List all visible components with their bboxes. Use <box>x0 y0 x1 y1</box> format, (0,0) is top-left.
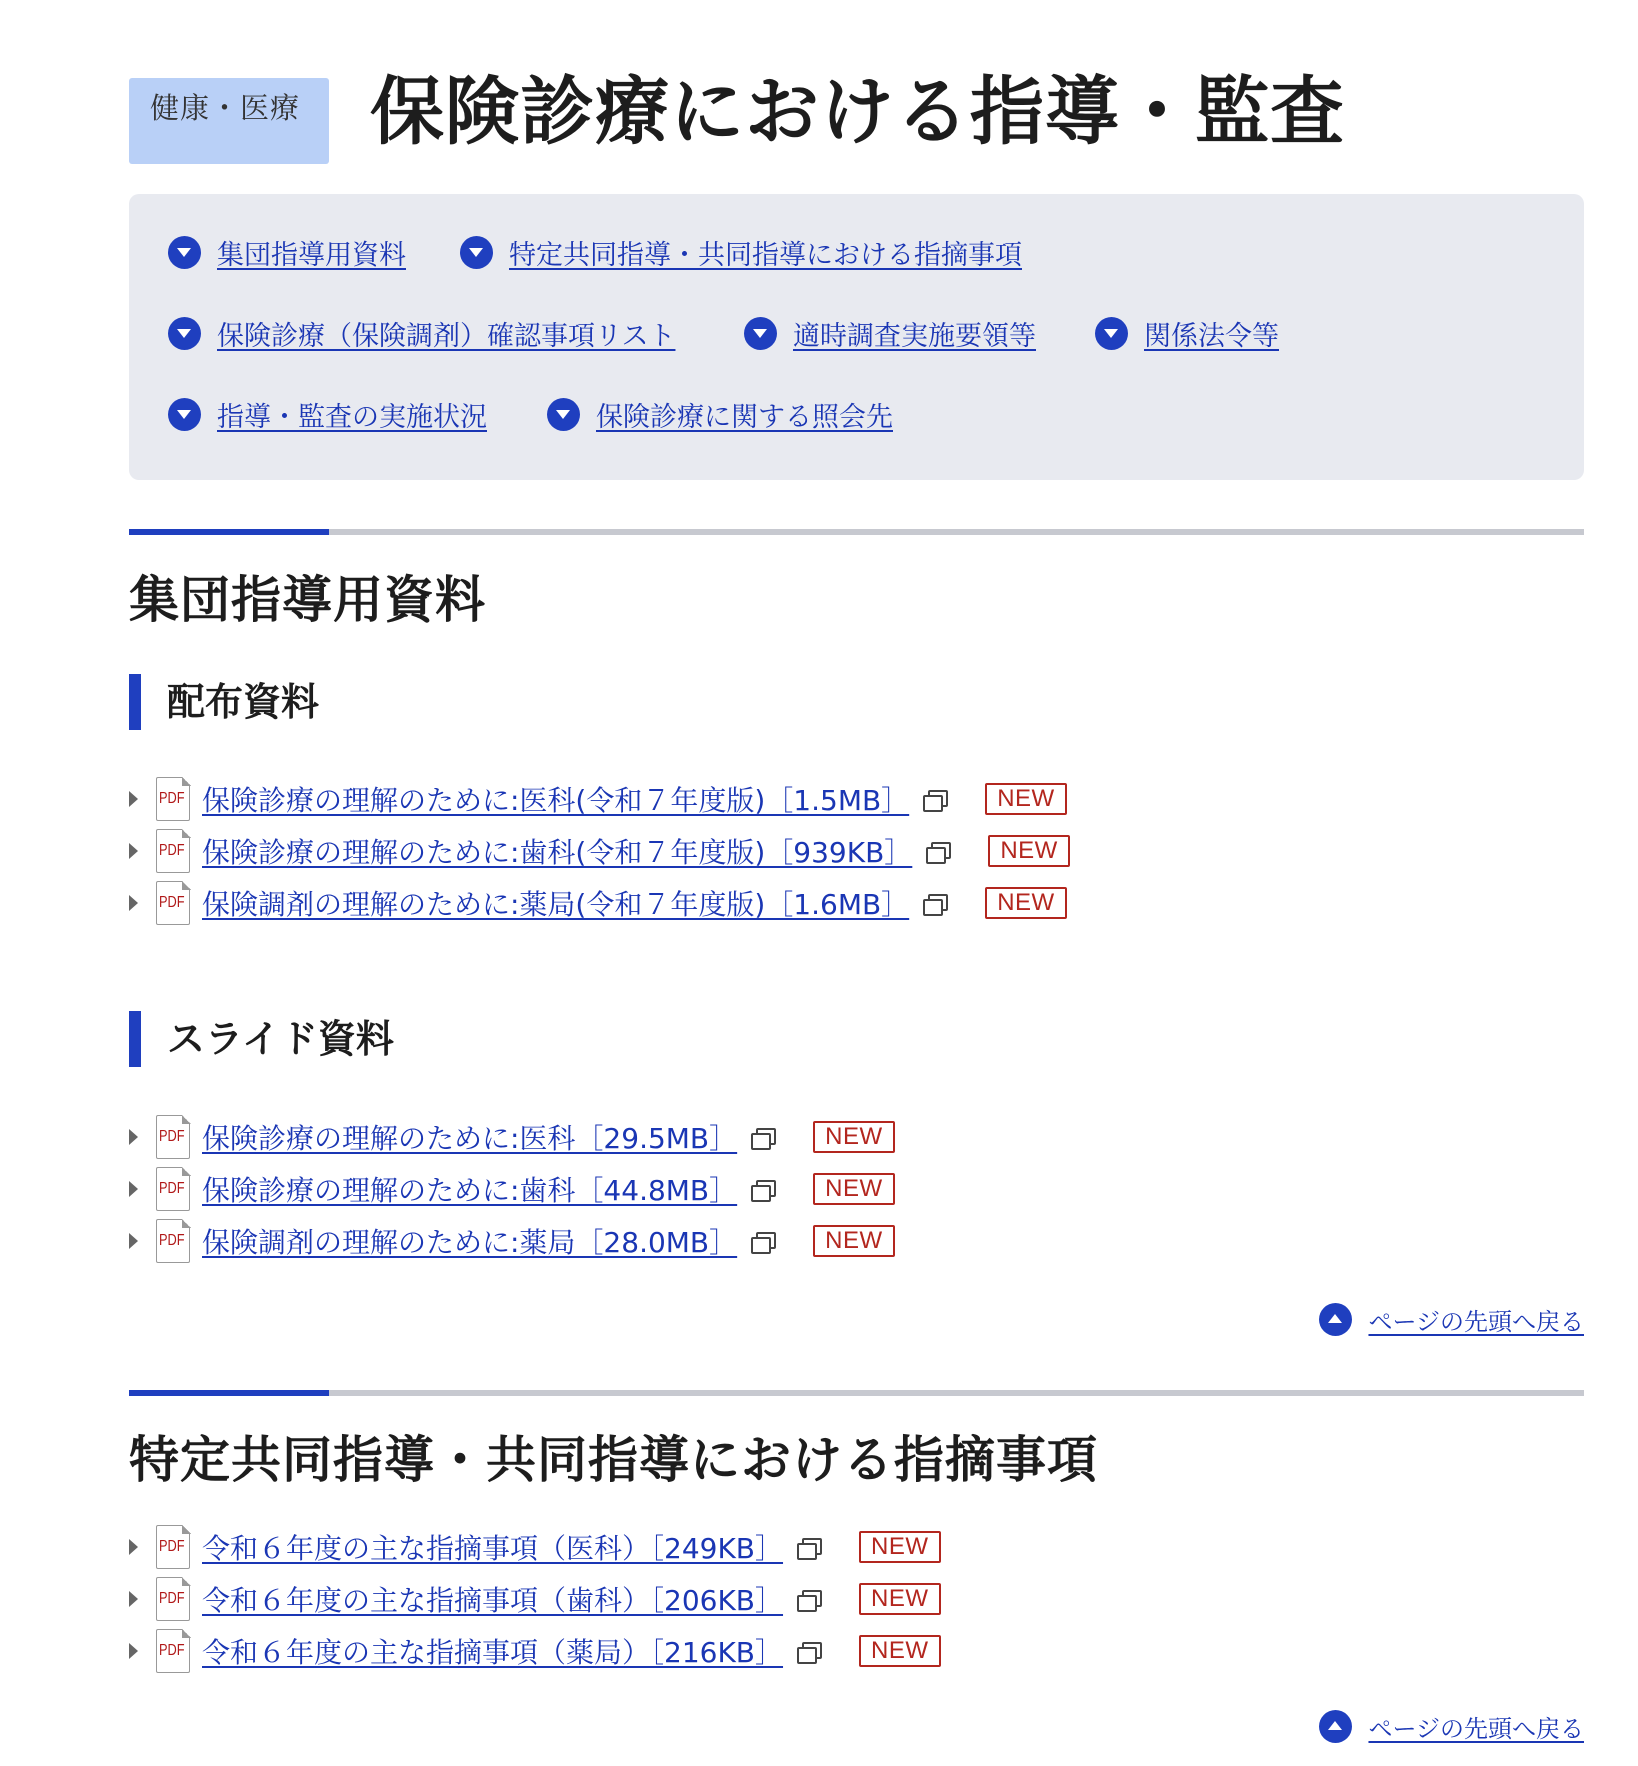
new-badge: NEW <box>859 1583 941 1615</box>
subsection-title-distribution: 配布資料 <box>129 674 319 730</box>
anchor-link-contacts[interactable] <box>547 395 893 434</box>
section-divider <box>129 1390 1584 1396</box>
chevron-down-circle-icon <box>168 317 201 350</box>
new-window-icon <box>921 788 947 810</box>
triangle-right-icon <box>129 895 138 911</box>
pdf-icon: PDF <box>156 1167 190 1211</box>
new-badge: NEW <box>859 1531 941 1563</box>
chevron-down-circle-icon <box>744 317 777 350</box>
new-window-icon <box>924 840 950 862</box>
back-to-top-link[interactable] <box>1319 1302 1584 1337</box>
anchor-label: 保険診療に関する照会先 <box>596 402 893 433</box>
chevron-down-circle-icon <box>1095 317 1128 350</box>
triangle-right-icon <box>129 1643 138 1659</box>
new-window-icon <box>921 892 947 914</box>
file-link[interactable]: 保険診療の理解のために:医科［29.5MB］ <box>202 1122 738 1155</box>
anchor-label: 指導・監査の実施状況 <box>217 402 487 433</box>
pdf-icon: PDF <box>156 1115 190 1159</box>
back-to-top-label: ページの先頭へ戻る <box>1368 1715 1584 1743</box>
anchor-link-group-guidance[interactable] <box>168 233 406 272</box>
pdf-icon: PDF <box>156 881 190 925</box>
list-item <box>129 1219 895 1263</box>
anchor-label: 適時調査実施要領等 <box>793 321 1036 352</box>
new-window-icon <box>749 1126 775 1148</box>
list-item <box>129 1629 941 1673</box>
triangle-right-icon <box>129 1539 138 1555</box>
anchor-link-findings[interactable] <box>460 233 1022 272</box>
anchor-label: 集団指導用資料 <box>217 240 406 271</box>
anchor-link-status[interactable] <box>168 395 487 434</box>
file-link[interactable]: 保険診療の理解のために:医科(令和７年度版)［1.5MB］ <box>202 784 910 817</box>
chevron-down-circle-icon <box>168 236 201 269</box>
list-item <box>129 829 1070 873</box>
pdf-icon: PDF <box>156 777 190 821</box>
anchor-link-laws[interactable] <box>1095 314 1279 353</box>
anchor-link-timely-survey[interactable] <box>744 314 1036 353</box>
pdf-icon: PDF <box>156 829 190 873</box>
triangle-right-icon <box>129 843 138 859</box>
chevron-up-circle-icon <box>1319 1710 1352 1743</box>
new-window-icon <box>795 1536 821 1558</box>
triangle-right-icon <box>129 791 138 807</box>
pdf-icon: PDF <box>156 1525 190 1569</box>
anchor-label: 保険診療（保険調剤）確認事項リスト <box>217 321 676 352</box>
subsection-title-slides: スライド資料 <box>129 1011 394 1067</box>
new-badge: NEW <box>985 783 1067 815</box>
pdf-icon: PDF <box>156 1629 190 1673</box>
page-title: 保険診療における指導・監査 <box>370 69 1345 155</box>
triangle-right-icon <box>129 1233 138 1249</box>
chevron-down-circle-icon <box>547 398 580 431</box>
pdf-icon: PDF <box>156 1577 190 1621</box>
new-window-icon <box>749 1230 775 1252</box>
new-badge: NEW <box>859 1635 941 1667</box>
file-link[interactable]: 保険診療の理解のために:歯科(令和７年度版)［939KB］ <box>202 836 913 869</box>
chevron-down-circle-icon <box>460 236 493 269</box>
list-item <box>129 777 1067 821</box>
list-item <box>129 1167 895 1211</box>
list-item <box>129 1525 941 1569</box>
anchor-nav <box>129 194 1584 480</box>
list-item <box>129 1115 895 1159</box>
category-badge: 健康・医療 <box>129 78 329 164</box>
back-to-top-link[interactable] <box>1319 1709 1584 1744</box>
back-to-top-label: ページの先頭へ戻る <box>1368 1308 1584 1336</box>
new-window-icon <box>795 1588 821 1610</box>
chevron-up-circle-icon <box>1319 1303 1352 1336</box>
section-title-group-guidance: 集団指導用資料 <box>129 571 486 629</box>
new-window-icon <box>795 1640 821 1662</box>
chevron-down-circle-icon <box>168 398 201 431</box>
list-item <box>129 1577 941 1621</box>
new-window-icon <box>749 1178 775 1200</box>
anchor-label: 特定共同指導・共同指導における指摘事項 <box>509 240 1022 271</box>
new-badge: NEW <box>813 1121 895 1153</box>
new-badge: NEW <box>988 835 1070 867</box>
list-item <box>129 881 1067 925</box>
anchor-label: 関係法令等 <box>1144 321 1279 352</box>
section-divider <box>129 529 1584 535</box>
file-link[interactable]: 保険調剤の理解のために:薬局(令和７年度版)［1.6MB］ <box>202 888 910 921</box>
file-link[interactable]: 保険調剤の理解のために:薬局［28.0MB］ <box>202 1226 738 1259</box>
file-link[interactable]: 令和６年度の主な指摘事項（薬局）［216KB］ <box>202 1636 784 1669</box>
new-badge: NEW <box>813 1225 895 1257</box>
file-link[interactable]: 保険診療の理解のために:歯科［44.8MB］ <box>202 1174 738 1207</box>
triangle-right-icon <box>129 1129 138 1145</box>
section-title-findings: 特定共同指導・共同指導における指摘事項 <box>129 1431 1098 1489</box>
triangle-right-icon <box>129 1591 138 1607</box>
pdf-icon: PDF <box>156 1219 190 1263</box>
triangle-right-icon <box>129 1181 138 1197</box>
file-link[interactable]: 令和６年度の主な指摘事項（歯科）［206KB］ <box>202 1584 784 1617</box>
file-link[interactable]: 令和６年度の主な指摘事項（医科）［249KB］ <box>202 1532 784 1565</box>
anchor-link-checklist[interactable] <box>168 314 675 353</box>
new-badge: NEW <box>813 1173 895 1205</box>
new-badge: NEW <box>985 887 1067 919</box>
